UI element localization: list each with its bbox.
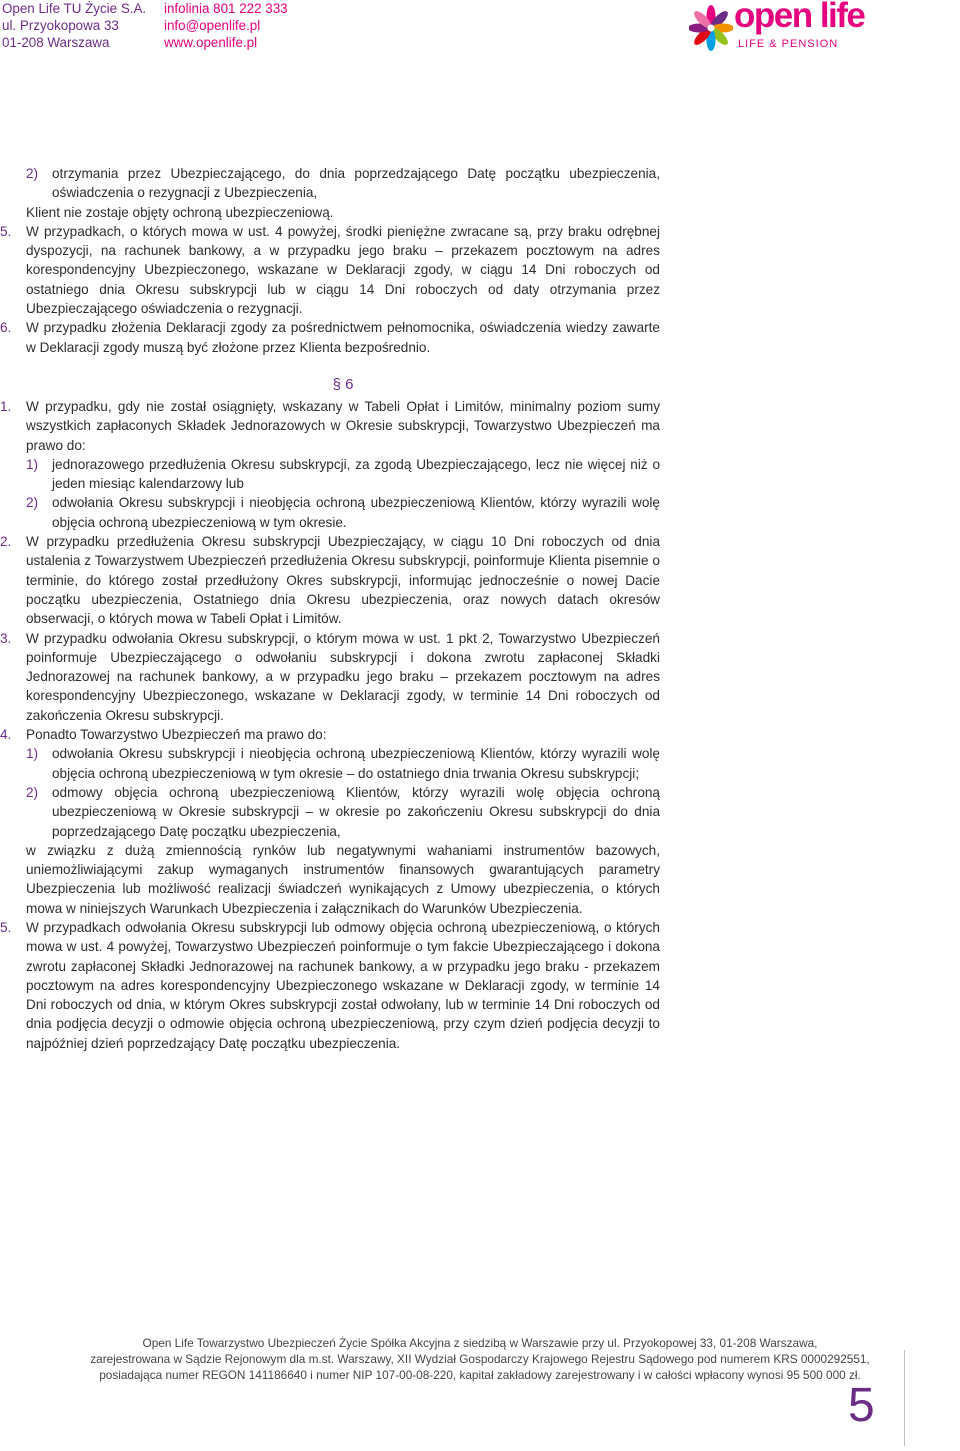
footer-divider: [904, 1350, 905, 1446]
list-item: [0, 744, 660, 783]
list-item: [0, 164, 660, 203]
page-number: 5: [848, 1379, 875, 1432]
item-text: odwołania Okresu subskrypcji i nieobjęcia ochroną ubezpieczeniową Klientów, którzy wyrazili wolę objęcia ochroną ubezpieczeniową w tym okresie – do ostatniego dnia trwania Okresu subskrypcji;: [52, 746, 660, 781]
item-number: 1): [26, 746, 39, 762]
list-item: [0, 222, 660, 318]
company-address: [2, 0, 146, 51]
company-street: ul. Przyokopowa 33: [2, 18, 119, 33]
paragraph: w związku z dużą zmiennością rynków lub negatywnymi wahaniami instrumentów bazowych, uniemożliwiającymi zakup wymaganych instrumentów finansowych gwarantujących parametry Ubezpieczenia lub możliwość realizacji świadczeń wynikających z Umowy ubezpieczenia, o których mowa w niniejszych Warunkach Ubezpieczenia i załącznikach do Warunków Ubezpieczenia.: [26, 842, 660, 916]
item-text: Ponadto Towarzystwo Ubezpieczeń ma prawo do:: [26, 727, 327, 743]
item-text: W przypadku, gdy nie został osiągnięty, wskazany w Tabeli Opłat i Limitów, minimalny poziom sumy wszystkich zapłaconych Składek Jednorazowych w Okresie subskrypcji, Towarzystwo Ubezpieczeń ma prawo do:: [26, 398, 660, 453]
item-text: W przypadku odwołania Okresu subskrypcji, o którym mowa w ust. 1 pkt 2, Towarzystwo Ubezpieczeń poinformuje Ubezpieczającego o odwołaniu subskrypcji i dokona zwrotu zapłaconej Składki Jednorazowej na rachunek bankowy, a w przypadku jego braku – przekazem pocztowym na adres korespondencyjny Ubezpieczonego, wskazane w Deklaracji zgody, w terminie 14 Dni roboczych od zakończenia Okresu subskrypcji.: [26, 630, 660, 723]
item-text: odwołania Okresu subskrypcji i nieobjęcia ochroną ubezpieczeniową Klientów, którzy wyrazili wolę objęcia ochroną ubezpieczeniową w tym okresie.: [52, 495, 660, 530]
list-item: [0, 918, 660, 1053]
item-number: 2): [26, 784, 39, 800]
legal-footer: [0, 1336, 960, 1383]
list-item: [0, 397, 660, 455]
item-number: 5.: [0, 919, 12, 935]
item-text: W przypadku przedłużenia Okresu subskrypcji Ubezpieczający, w ciągu 10 Dni roboczych od dnia ustalenia z Towarzystwem Ubezpieczeń przedłużenia Okresu subskrypcji, poinformuje Klienta pisemnie o terminie, do którego został przedłużony Okres subskrypcji, informując jednocześnie o nowej Dacie początku ubezpieczenia, Ostatniego dnia Okresu ubezpieczenia, oraz nowych datach okresów obserwacji, o których mowa w Tabeli Opłat i Limitów.: [26, 534, 660, 627]
item-text: W przypadkach, o których mowa w ust. 4 powyżej, środki pieniężne zwracane są, przy braku odrębnej dyspozycji, na rachunek bankowy, a w przypadku jego braku – przekazem pocztowym na adres korespondencyjny Ubezpieczonego, wskazane w Deklaracji zgody, w ciągu 14 Dni roboczych od ostatniego dnia Okresu subskrypcji lub w ciągu 14 Dni roboczych od daty otrzymania przez Ubezpieczającego oświadczenia o rezygnacji.: [26, 223, 660, 317]
website-link[interactable]: www.openlife.pl: [164, 35, 258, 50]
hotline: infolinia 801 222 333: [164, 1, 288, 16]
company-city: 01-208 Warszawa: [2, 35, 110, 50]
open-life-logo: [689, 2, 879, 54]
document-body: [0, 164, 660, 1053]
list-item: [0, 629, 660, 725]
item-number: 2): [26, 166, 39, 181]
list-item: [0, 318, 660, 357]
logo-tagline: LIFE & PENSION: [738, 38, 839, 50]
list-item: [0, 725, 660, 744]
item-number: 1.: [0, 398, 12, 414]
list-item: [0, 455, 660, 494]
item-number: 4.: [0, 727, 12, 743]
item-number: 6.: [0, 320, 12, 336]
item-number: 1): [26, 456, 39, 472]
footer-line: Open Life Towarzystwo Ubezpieczeń Życie Spółka Akcyjna z siedzibą w Warszawie przy ul. Przyokopowej 33, 01-208 Warszawa,: [142, 1336, 818, 1350]
company-contact: [164, 0, 288, 51]
list-item: [0, 783, 660, 841]
list-item: [0, 493, 660, 532]
item-text: otrzymania przez Ubezpieczającego, do dnia poprzedzającego Datę początku ubezpieczenia, oświadczenia o rezygnacji z Ubezpieczenia,: [52, 166, 660, 201]
flower-logo-icon: [689, 4, 733, 52]
logo-wordmark: open life: [734, 0, 865, 35]
item-text: W przypadku złożenia Deklaracji zgody za pośrednictwem pełnomocnika, oświadczenia wiedzy zawarte w Deklaracji zgody muszą być złożone przez Klienta bezpośrednio.: [26, 320, 660, 355]
paragraph: Klient nie zostaje objęty ochroną ubezpieczeniową.: [26, 204, 334, 220]
item-text: jednorazowego przedłużenia Okresu subskrypcji, za zgodą Ubezpieczającego, lecz nie więcej niż o jeden miesiąc kalendarzowy lub: [52, 456, 660, 492]
footer-line: posiadająca numer REGON 141186640 i numer NIP 107-00-08-220, kapitał zakładowy zarejestrowany i w całości wpłacony wynosi 95 500 000 zł.: [99, 1367, 861, 1382]
item-number: 5.: [0, 223, 12, 239]
item-text: W przypadkach odwołania Okresu subskrypcji lub odmowy objęcia ochroną ubezpieczeniową, o których mowa w ust. 4 powyżej, Towarzystwo Ubezpieczeń poinformuje o tym fakcie Ubezpieczającego i dokona zwrotu zapłaconej Składki Jednorazowej na rachunek bankowy, a w przypadku jego braku - przekazem pocztowym na adres korespondencyjny Ubezpieczonego wskazane w Deklaracji zgody, w terminie 14 Dni roboczych od dnia, w którym Okres subskrypcji został odwołany, lub w terminie 14 Dni roboczych od dnia podjęcia decyzji o odmowie objęcia ochroną ubezpieczeniową, przy czym dzień podjęcia decyzji to najpóźniej dzień poprzedzający Datę początku ubezpieczenia.: [26, 919, 660, 1051]
footer-line: zarejestrowana w Sądzie Rejonowym dla m.st. Warszawy, XII Wydział Gospodarczy Krajowego Rejestru Sądowego pod numerem KRS 0000292551,: [90, 1351, 870, 1366]
item-number: 2): [26, 495, 39, 511]
item-text: odmowy objęcia ochroną ubezpieczeniową Klientów, którzy wyrazili wolę objęcia ochroną ubezpieczeniową w Okresie subskrypcji – w okresie po zakończeniu Okresu subskrypcji do dnia poprzedzającego Datę początku ubezpieczenia,: [52, 784, 660, 839]
item-number: 2.: [0, 534, 12, 550]
contact-email: info@openlife.pl: [164, 18, 261, 33]
item-number: 3.: [0, 630, 12, 646]
company-name: Open Life TU Życie S.A.: [2, 1, 147, 16]
section-heading: § 6: [332, 375, 354, 393]
list-item: [0, 532, 660, 628]
